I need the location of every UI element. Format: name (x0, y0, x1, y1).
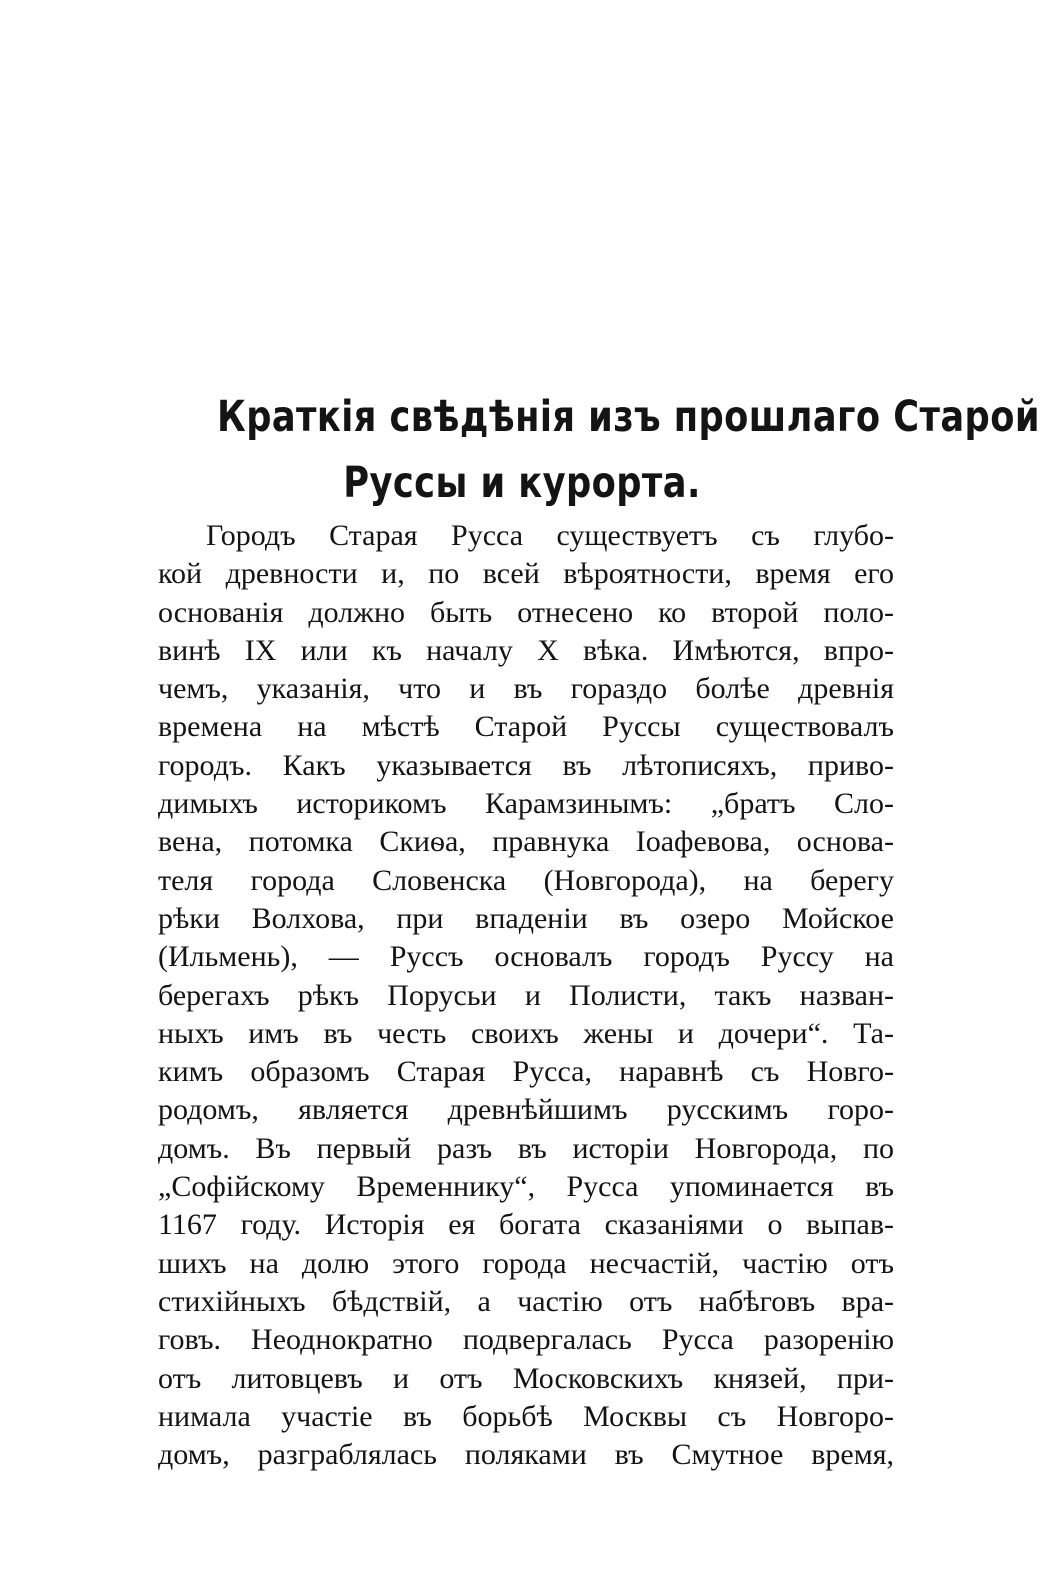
text-line: 1167 году. Исторія ея богата сказаніями о выпав- (158, 1208, 894, 1242)
text-line: кимъ образомъ Старая Русса, наравнѣ съ Новго- (158, 1055, 894, 1089)
body-paragraph (158, 517, 894, 1474)
text-line: Городъ Старая Русса существуетъ съ глубо- (206, 519, 894, 552)
text-line: кой древности и, по всей вѣроятности, время его (158, 557, 894, 591)
heading-line: Руссы и курорта. (343, 458, 701, 508)
text-line: основанія должно быть отнесено ко второй поло- (158, 595, 894, 629)
text-line: теля города Словенска (Новгорода), на берегу (158, 863, 894, 897)
heading-line: Краткія свѣдѣнія изъ прошлаго Старой (216, 392, 1040, 442)
text-line: шихъ на долю этого города несчастій, частію отъ (158, 1246, 894, 1280)
text-line: стихійныхъ бѣдствій, а частію отъ набѣговъ вра- (158, 1284, 894, 1318)
text-line: (Ильмень), — Руссъ основалъ городъ Руссу на (158, 940, 894, 974)
text-line: родомъ, является древнѣйшимъ русскимъ горо- (158, 1093, 894, 1127)
text-line: димыхъ историкомъ Карамзинымъ: „братъ Сло- (158, 787, 894, 821)
text-line: „Софійскому Временнику“, Русса упоминается въ (158, 1170, 894, 1204)
text-line: винѣ IX или къ началу X вѣка. Имѣются, впро- (158, 633, 894, 667)
text-line: рѣки Волхова, при впаденіи въ озеро Мойское (158, 901, 894, 935)
text-line: вена, потомка Скиѳа, правнука Іоафевова, основа- (158, 825, 894, 859)
text-line: берегахъ рѣкъ Порусьи и Полисти, такъ назван- (158, 978, 894, 1012)
text-line: времена на мѣстѣ Старой Руссы существовалъ (158, 710, 894, 744)
text-line: городъ. Какъ указывается въ лѣтописяхъ, приво- (158, 748, 894, 782)
text-line: ныхъ имъ въ честь своихъ жены и дочери“. Та- (158, 1016, 894, 1050)
chapter-heading (216, 384, 1040, 516)
text-line: домъ, разграблялась поляками въ Смутное время, (158, 1438, 894, 1472)
text-line: домъ. Въ первый разъ въ исторіи Новгорода, по (158, 1131, 894, 1165)
text-line: отъ литовцевъ и отъ Московскихъ князей, при- (158, 1361, 894, 1395)
text-line: нимала участіе въ борьбѣ Москвы съ Новгоро- (158, 1399, 894, 1433)
text-line: чемъ, указанія, что и въ гораздо болѣе древнія (158, 672, 894, 706)
text-line: говъ. Неоднократно подвергалась Русса разоренію (158, 1323, 894, 1357)
